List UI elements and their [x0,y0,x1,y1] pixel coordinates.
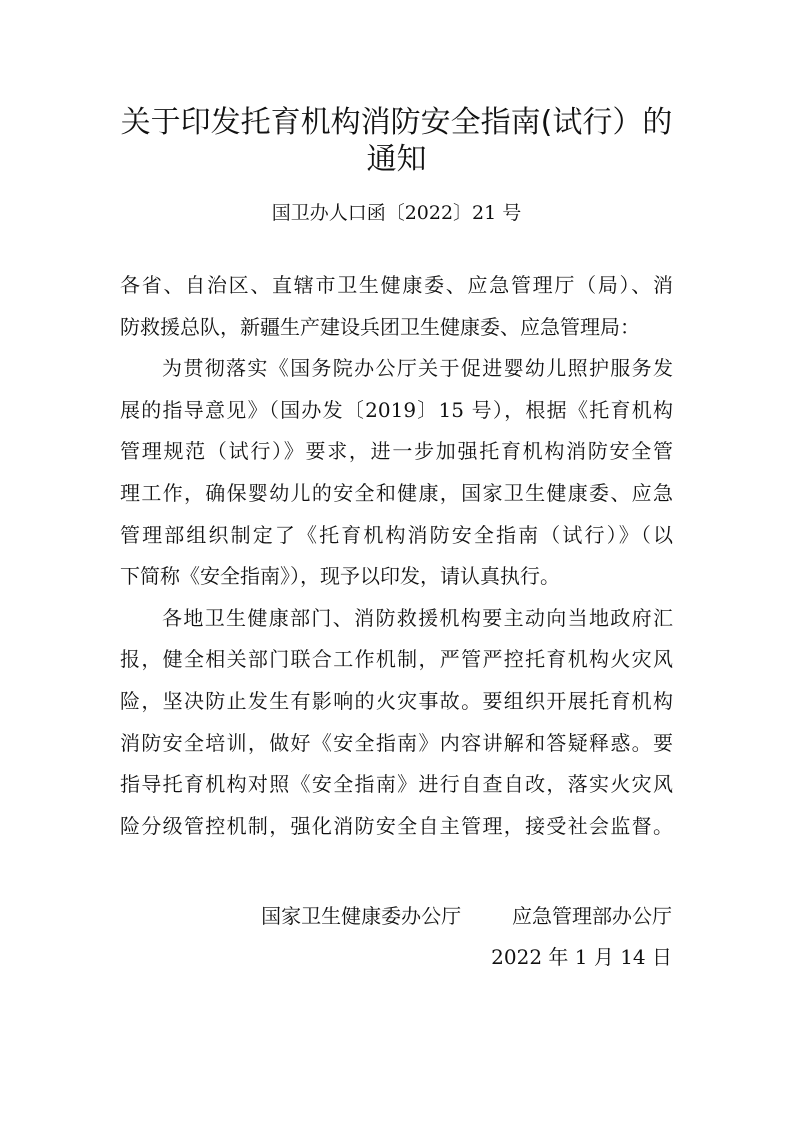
salutation-line: 防救援总队，新疆生产建设兵团卫生健康委、应急管理局： [120,314,640,339]
paragraph-line: 为贯彻落实《国务院办公厅关于促进婴幼儿照护服务发 [162,356,673,381]
issuer-2: 应急管理部办公厅 [512,904,672,928]
paragraph-line: 理工作，确保婴幼儿的安全和健康，国家卫生健康委、应急 [120,480,673,505]
signature-issuers [261,900,672,929]
paragraph-line: 指导托育机构对照《安全指南》进行自查自改，落实火灾风 [120,772,673,797]
salutation-line: 各省、自治区、直辖市卫生健康委、应急管理厅（局）、消 [120,273,673,297]
paragraph-line: 管理部组织制定了《托育机构消防安全指南（试行）》（以 [120,522,673,547]
paragraph-line: 各地卫生健康部门、消防救援机构要主动向当地政府汇 [162,605,673,630]
document-title-line-2: 通知 [366,142,427,177]
issuer-1: 国家卫生健康委办公厅 [261,904,462,928]
paragraph-line: 管理规范（试行）》要求，进一步加强托育机构消防安全管 [120,439,673,464]
signature-date: 2022 年 1 月 14 日 [491,945,672,969]
paragraph-line: 展的指导意见》（国办发〔2019〕15 号），根据《托育机构 [120,397,673,422]
paragraph-line: 消防安全培训，做好《安全指南》内容讲解和答疑释惑。要 [120,730,673,755]
paragraph-line: 报，健全相关部门联合工作机制，严管严控托育机构火灾风 [120,647,673,672]
paragraph-line: 险分级管控机制，强化消防安全自主管理，接受社会监督。 [120,813,673,838]
document-number: 国卫办人口函〔2022〕21 号 [271,202,522,224]
paragraph-line: 下简称《安全指南》），现予以印发，请认真执行。 [120,564,560,589]
document-body [120,272,673,854]
paragraph-line: 险，坚决防止发生有影响的火灾事故。要组织开展托育机构 [120,688,673,713]
document-title-line-1: 关于印发托育机构消防安全指南(试行）的 [120,105,673,140]
